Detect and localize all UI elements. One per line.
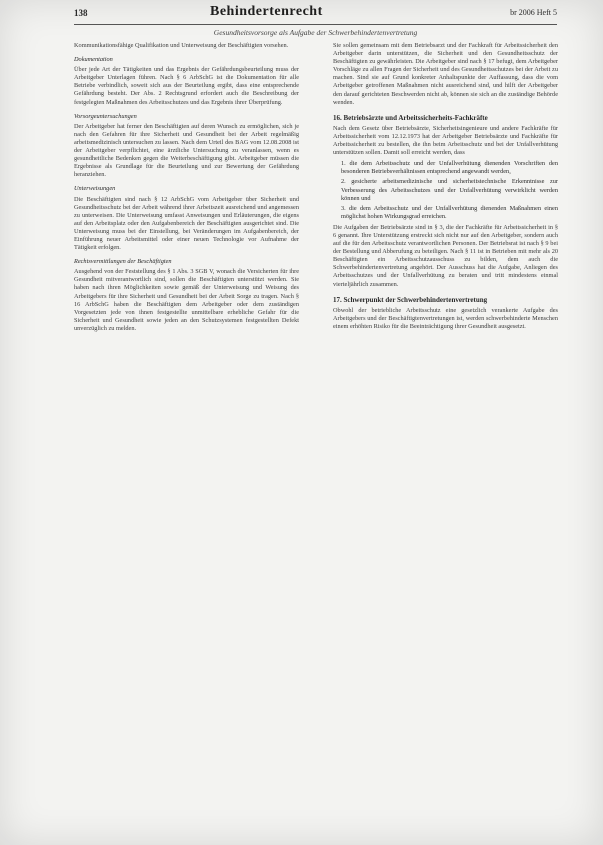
paragraph-vorsorge: Der Arbeitgeber hat ferner den Beschäftigten auf deren Wunsch zu ermöglichen, sich je nach den Gefahren für ihre Sicherheit und Gesundheit bei der Arbeit regelmäßig arbeitsmedizinisch untersuchen zu lassen. Nach dem Urteil des BAG vom 12.08.2008 ist der Arbeitgeber verpflichtet, eine ärztliche Untersuchung zu veranlassen, wenn es gesundheitliche Bedenken gegen die Weiterbeschäftigung gibt. Arbeitgeber müssen die Ergebnisse als Grundlage für die Beurteilung und zur Bewertung der Gefährdung heranziehen. [74,122,299,179]
heading-dokumentation: Dokumentation [74,56,113,64]
heading-rechte-pflichten: Rechtsvermittlungen der Beschäftigten [74,258,172,266]
intro-paragraph: Kommunikationsfähige Qualifikation und Unterweisung der Beschäftigten vorsehen. [74,42,289,49]
paragraph-right-intro: Sie sollen gemeinsam mit dem Betriebsarzt und der Fachkraft für Arbeitssicherheit den Arbeitgeber darin unterstützen, die Sicherheit und den Gesundheitsschutz der Beschäftigten zu gewährleisten. Die Arbeitgeber sind nach § 17 befugt, dem Arbeitgeber Vorschläge zu allen Fragen der Sicherheit und des Gesundheitsschutzes bei der Arbeit zu machen. Sind sie auf Grund konkreter Anhaltspunkte der Auffassung, dass die vom Arbeitgeber getroffenen Maßnahmen nicht ausreichend sind, und hilft der Arbeitgeber den darauf gerichteten Beschwerden nicht ab, können sie sich an die zuständige Behörde wenden. [333,42,558,106]
page-header [74,6,557,22]
list-item: 2. gesicherte arbeitsmedizinische und sicherheitstechnische Erkenntnisse zur Verbesserung des Arbeitsschutzes und der Unfallverhütung verwirklicht werden können und [341,178,558,202]
heading-vorsorge: Vorsorgeuntersuchungen [74,112,137,120]
paragraph-section-16: Nach dem Gesetz über Betriebsärzte, Sicherheitsingenieure und andere Fachkräfte für Arbeitssicherheit vom 12.12.1973 hat der Arbeitgeber Betriebsärzte und Fachkräfte für Arbeitssicherheit zu bestellen, die ihn beim Arbeitsschutz und bei der Unfallverhütung unterstützen sollen. Damit soll erreicht werden, dass [333,124,558,157]
list-item: 3. die dem Arbeitsschutz und der Unfallverhütung dienenden Maßnahmen einen möglichst hohen Wirkungsgrad erreichen. [341,204,558,220]
paragraph-section-16-cont: Die Aufgaben der Betriebsärzte sind in § 3, die der Fachkräfte für Arbeitssicherheit in § 6 genannt. Ihre Unterstützung erstreckt sich nicht nur auf den Arbeitgeber, sondern auch auf die für den Arbeitsschutz verantwortlichen Personen. Der Betriebsrat ist nach § 9 bei der Bestellung und Abberufung zu beteiligen. Nach § 11 ist in Betrieben mit mehr als 20 Beschäftigten ein Arbeitsschutzausschuss zu bilden, dem auch die Schwerbehindertenvertretung angehört. Der Ausschuss hat die Aufgabe, Anliegen des Arbeitsschutzes und der Unfallverhütung zu beraten und tritt mindestens einmal vierteljährlich zusammen. [333,223,558,288]
paragraph-section-17: Obwohl der betriebliche Arbeitsschutz eine gesetzlich verankerte Aufgabe des Arbeitgebers und der Beschäftigtenvertretungen ist, werden schwerbehinderte Menschen einem erhöhten Risiko für die Beeinträchtigung ihrer Gesundheit ausgesetzt. [333,306,558,330]
header-rule [74,24,557,25]
running-subtitle: Gesundheitsvorsorge als Aufgabe der Schwerbehindertenvertretung [213,28,418,37]
paragraph-unterweisungen: Die Beschäftigten sind nach § 12 ArbSchG vom Arbeitgeber über Sicherheit und Gesundheitsschutz bei der Arbeit während ihrer Arbeitszeit ausreichend und angemessen zu unterweisen. Die Unterweisung umfasst Anweisungen und Erläuterungen, die eigens auf den Arbeitsplatz oder den Aufgabenbereich der Beschäftigten ausgerichtet sind. Die Unterweisung muss bei der Einstellung, bei Veränderungen im Aufgabenbereich, der Einführung neuer Arbeitsmittel oder einer neuen Technologie vor Aufnahme der Tätigkeit erfolgen. [74,195,299,252]
paragraph-rechte-pflichten: Ausgehend von der Feststellung des § 1 Abs. 3 SGB V, wonach die Versicherten für ihre Gesundheit mitverantwortlich sind, sollen die Beschäftigten unterstützt werden. Sie haben nach ihren Möglichkeiten sowie gemäß der Unterweisung und Weisung des Arbeitgebers für ihre Sicherheit und Gesundheit bei der Arbeit Sorge zu tragen. Nach § 16 ArbSchG haben die Beschäftigten dem Arbeitgeber oder dem zuständigen Vorgesetzten jede von ihnen festgestellte unmittelbare erhebliche Gefahr für die Sicherheit und Gesundheit sowie jeden an den Schutzsystemen festgestellten Defekt unverzüglich zu melden. [74,268,299,332]
right-column [333,42,558,334]
section-16-heading: 16. Betriebsärzte und Arbeitssicherheits-Fachkräfte [333,113,488,122]
issue-label: br 2006 Heft 5 [510,8,557,17]
heading-unterweisungen: Unterweisungen [74,185,116,193]
section-17-heading: 17. Schwerpunkt der Schwerbehindertenvertretung [333,295,488,304]
page-number: 138 [74,8,88,18]
paragraph-dokumentation: Über jede Art der Tätigkeiten und das Ergebnis der Gefährdungsbeurteilung muss der Arbeitgeber Unterlagen führen. Nach § 6 ArbSchG ist die Dokumentation für alle Betriebe verbindlich, soweit sich aus der Beurteilung ergibt, dass eine entsprechende Gefährdung besteht. Der Abs. 2 Rechtsgrund erfordert auch die Beschreibung der festgelegten Maßnahmen des Arbeitsschutzes und das Ergebnis ihrer Überprüfung. [74,66,299,106]
list-item: 1. die dem Arbeitsschutz und der Unfallverhütung dienenden Vorschriften den besonderen Betriebsverhältnissen entsprechend angewandt werden, [341,160,558,176]
left-column [74,42,299,336]
journal-title: Behindertenrecht [210,4,323,19]
section-16-list [333,160,558,221]
